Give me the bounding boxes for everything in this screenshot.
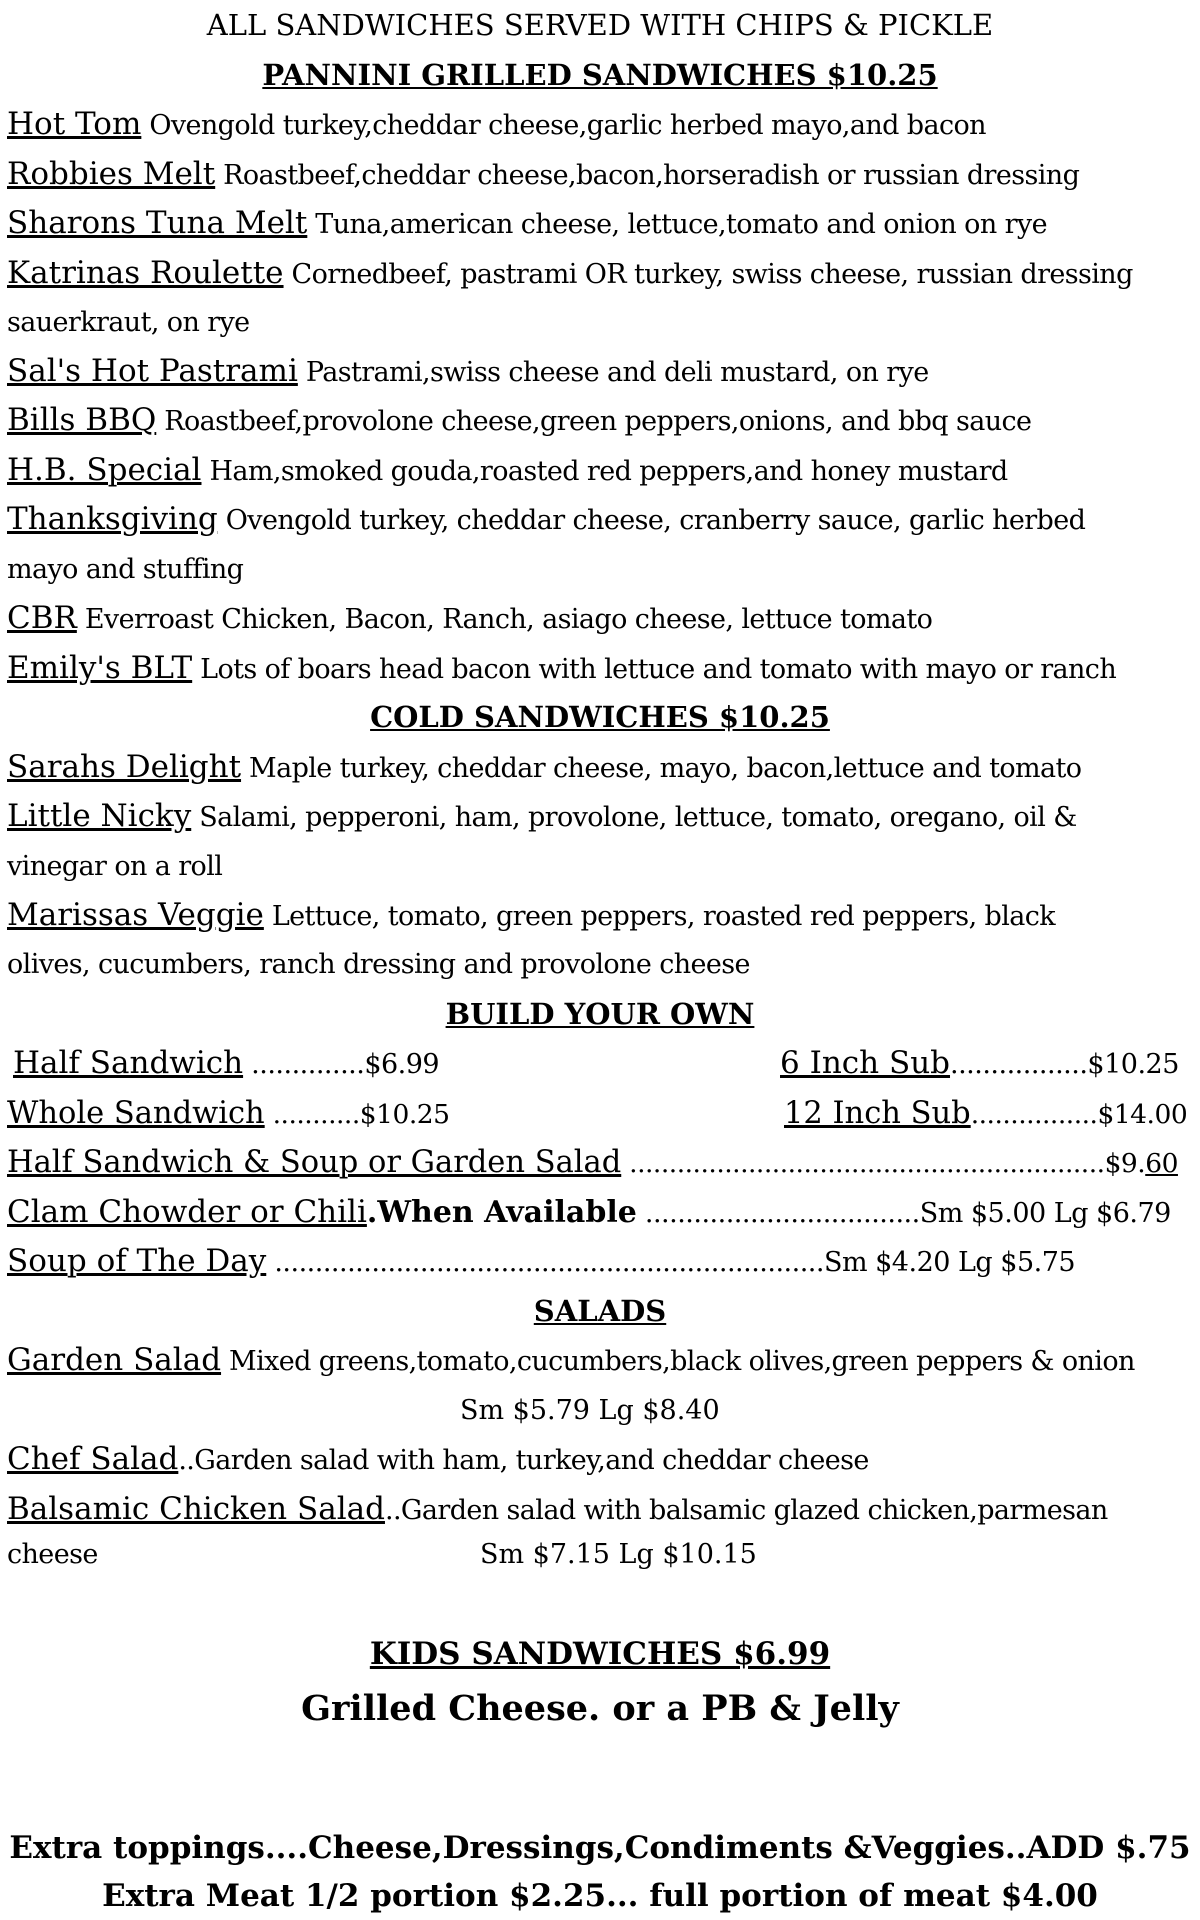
whole-sandwich	[7, 1089, 450, 1139]
item-description: Ovengold turkey, cheddar cheese, cranberry sauce, garlic herbed	[217, 505, 1086, 536]
item-description-continued: olives, cucumbers, ranch dressing and provolone cheese	[7, 949, 750, 980]
item-description-continued: cheese	[7, 1539, 98, 1570]
menu-item-hot-tom	[7, 100, 1192, 150]
item-name: Thanksgiving	[7, 501, 218, 537]
item-description: Pastrami,swiss cheese and deli mustard, on rye	[297, 357, 929, 388]
cold-section-title: COLD SANDWICHES $10.25	[370, 700, 830, 734]
item-name: CBR	[7, 600, 77, 636]
item-name: Balsamic Chicken Salad	[7, 1491, 385, 1527]
item-name: Hot Tom	[7, 106, 142, 142]
item-name: Chef Salad	[7, 1441, 179, 1477]
price-row-half-soup-salad	[7, 1138, 1192, 1188]
item-price: ..............$6.99	[243, 1049, 440, 1080]
item-name: H.B. Special	[7, 452, 202, 488]
item-name: 6 Inch Sub	[780, 1045, 951, 1081]
menu-item-bills-bbq	[7, 396, 1192, 446]
item-name: Robbies Melt	[7, 156, 216, 192]
half-sandwich	[13, 1039, 439, 1089]
menu-item-marissas-veggie	[7, 891, 1192, 941]
availability-note: .When Available	[366, 1195, 637, 1230]
extra-toppings: Extra toppings....Cheese,Dressings,Condiments &Veggies..ADD $.75	[9, 1830, 1191, 1866]
item-name: Clam Chowder or Chili	[7, 1194, 367, 1230]
item-description-continued: sauerkraut, on rye	[7, 307, 250, 338]
item-name: Sarahs Delight	[7, 749, 242, 785]
item-name: Little Nicky	[7, 798, 192, 834]
item-description: Roastbeef,provolone cheese,green peppers,onions, and bbq sauce	[156, 406, 1032, 437]
item-name: 12 Inch Sub	[784, 1096, 971, 1131]
item-name: Sal's Hot Pastrami	[7, 353, 298, 389]
menu-item-balsamic-chicken-salad	[7, 1485, 1192, 1535]
item-price: .................$10.25	[950, 1049, 1179, 1080]
menu-item-thanksgiving	[7, 495, 1192, 545]
item-description: Lots of boars head bacon with lettuce and tomato with mayo or ranch	[192, 654, 1117, 685]
six-inch-sub	[780, 1039, 1179, 1089]
item-price-tail: 60	[1145, 1148, 1178, 1179]
menu-item-emilys-blt	[7, 644, 1192, 694]
panini-section-title: PANNINI GRILLED SANDWICHES $10.25	[262, 58, 938, 92]
menu-item-sals-hot-pastrami	[7, 347, 1192, 397]
menu-item-garden-salad	[7, 1336, 1192, 1386]
price-row-soup-of-the-day	[7, 1237, 1192, 1287]
salads-section-title: SALADS	[533, 1294, 667, 1328]
item-name: Marissas Veggie	[7, 897, 264, 933]
menu-item-little-nicky	[7, 792, 1192, 842]
item-price: ............................................................$9.	[621, 1148, 1146, 1179]
item-description: Tuna,american cheese, lettuce,tomato and onion on rye	[307, 209, 1047, 240]
item-description-continued: vinegar on a roll	[7, 851, 223, 882]
item-name: Half Sandwich & Soup or Garden Salad	[7, 1145, 622, 1180]
item-description: Lettuce, tomato, green peppers, roasted red peppers, black	[263, 901, 1056, 932]
item-name: Whole Sandwich	[7, 1096, 265, 1131]
menu-item-hb-special	[7, 446, 1192, 496]
kids-items: Grilled Cheese. or a PB & Jelly	[301, 1688, 899, 1729]
menu-item-robbies-melt	[7, 150, 1192, 200]
menu-item-sharons-tuna-melt	[7, 199, 1192, 249]
item-description-continued: mayo and stuffing	[7, 554, 244, 585]
served-with-header: ALL SANDWICHES SERVED WITH CHIPS & PICKLE	[206, 8, 994, 42]
item-description: Salami, pepperoni, ham, provolone, lettuce, tomato, oregano, oil &	[191, 802, 1077, 833]
item-description: Maple turkey, cheddar cheese, mayo, bacon,lettuce and tomato	[241, 753, 1082, 784]
item-name: Garden Salad	[7, 1342, 222, 1378]
item-name: Sharons Tuna Melt	[7, 205, 308, 241]
item-description: Mixed greens,tomato,cucumbers,black olives,green peppers & onion	[221, 1346, 1135, 1377]
kids-section-title: KIDS SANDWICHES $6.99	[369, 1636, 831, 1672]
price-row-clam-chowder	[7, 1188, 1192, 1238]
item-description: Ham,smoked gouda,roasted red peppers,and honey mustard	[201, 456, 1008, 487]
item-description: Cornedbeef, pastrami OR turkey, swiss cheese, russian dressing	[283, 259, 1133, 290]
item-description: ..Garden salad with balsamic glazed chicken,parmesan	[384, 1495, 1108, 1526]
item-description: Roastbeef,cheddar cheese,bacon,horseradish or russian dressing	[215, 160, 1080, 191]
balsamic-salad-price: Sm $7.15 Lg $10.15	[480, 1539, 757, 1570]
item-price: ..................................Sm $5.00 Lg $6.79	[636, 1198, 1171, 1229]
item-price: ....................................................................Sm $4.20 Lg $5.75	[266, 1247, 1076, 1278]
twelve-inch-sub	[784, 1089, 1187, 1139]
menu-item-cbr	[7, 594, 1192, 644]
item-name: Half Sandwich	[13, 1045, 244, 1081]
balsamic-continued-row	[7, 1530, 1192, 1579]
item-description: Ovengold turkey,cheddar cheese,garlic herbed mayo,and bacon	[141, 110, 986, 141]
item-name: Soup of The Day	[7, 1243, 267, 1279]
build-section-title: BUILD YOUR OWN	[445, 997, 755, 1031]
garden-salad-price: Sm $5.79 Lg $8.40	[460, 1395, 720, 1426]
item-price: ...........$10.25	[264, 1099, 450, 1130]
menu-item-katrinas-roulette	[7, 249, 1192, 299]
extra-meat: Extra Meat 1/2 portion $2.25... full portion of meat $4.00	[102, 1878, 1098, 1914]
item-name: Bills BBQ	[7, 402, 157, 438]
menu-item-chef-salad	[7, 1435, 1192, 1485]
item-name: Emily's BLT	[7, 650, 193, 686]
item-description: Everroast Chicken, Bacon, Ranch, asiago cheese, lettuce tomato	[76, 604, 933, 635]
menu-item-sarahs-delight	[7, 743, 1192, 793]
item-price: ................$14.00	[970, 1099, 1188, 1130]
item-description: ..Garden salad with ham, turkey,and cheddar cheese	[178, 1445, 869, 1476]
item-name: Katrinas Roulette	[7, 255, 284, 291]
